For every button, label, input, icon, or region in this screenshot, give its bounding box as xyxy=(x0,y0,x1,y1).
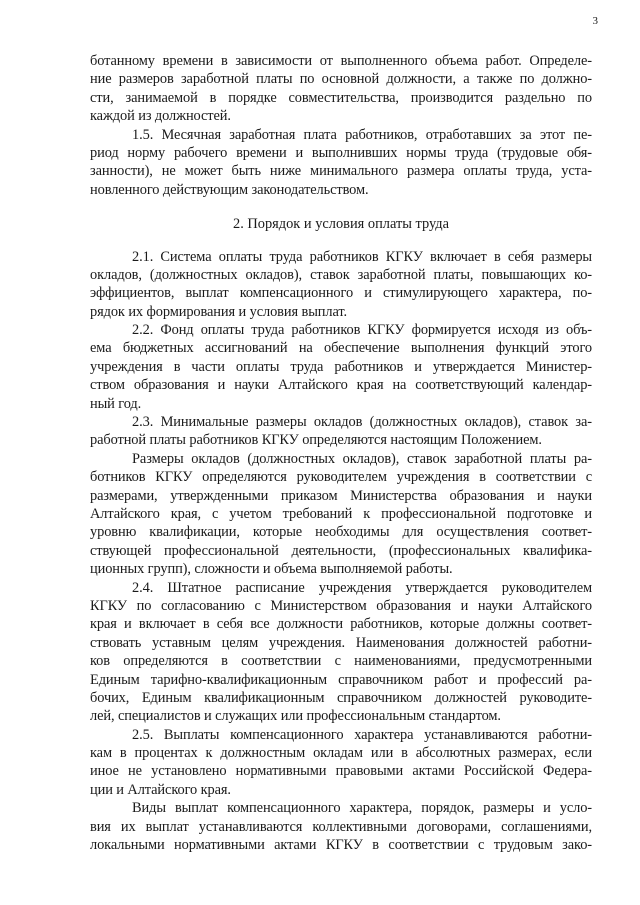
text-line: размерами, утвержденными приказом Министерства образования и науки xyxy=(90,487,592,504)
text-line: 2.1. Система оплаты труда работников КГКУ включает в себя размеры xyxy=(132,248,592,265)
text-line: учреждения в части оплаты труда работников и утверждается Министер- xyxy=(90,358,592,375)
paragraph-2-3-sizes xyxy=(90,450,592,579)
paragraph-2-5 xyxy=(90,726,592,800)
text-line: 2.2. Фонд оплаты труда работников КГКУ формируется исходя из объ- xyxy=(132,322,592,339)
text-line: Размеры окладов (должностных окладов), ставок заработной платы ра- xyxy=(132,450,592,467)
text-line: ботанному времени в зависимости от выполненного объема работ. Определе- xyxy=(90,53,592,69)
paragraph-2-4 xyxy=(90,579,592,726)
text-line: работной платы работников КГКУ определяются настоящим Положением. xyxy=(90,432,542,449)
text-line: вия их выплат устанавливаются коллективными договорами, соглашениями, xyxy=(90,818,592,835)
text-line: Виды выплат компенсационного характера, порядок, размеры и усло- xyxy=(132,800,592,817)
text-line: эффициентов, выплат компенсационного и стимулирующего характера, по- xyxy=(90,285,592,302)
text-line: 2.4. Штатное расписание учреждения утверждается руководителем xyxy=(132,579,592,596)
paragraph-2-2 xyxy=(90,321,592,413)
section-heading: 2. Порядок и условия оплаты труда xyxy=(233,216,449,233)
text-line: Алтайского края, с учетом требований к профессиональной подготовке и xyxy=(90,505,592,522)
text-line: 2.3. Минимальные размеры окладов (должностных окладов), ставок за- xyxy=(132,414,592,431)
text-line: кам в процентах к должностным окладам или в абсолютных размерах, если xyxy=(90,745,592,762)
text-line: каждой из должностей. xyxy=(90,108,231,125)
text-line: риод норму рабочего времени и выполнивших нормы труда (трудовые обя- xyxy=(90,144,592,161)
text-line: ботников КГКУ определяются руководителем учреждения в соответствии с xyxy=(90,469,592,486)
text-line: лей, специалистов и служащих или профессиональным стандартом. xyxy=(90,708,501,725)
paragraph-1-5 xyxy=(90,126,592,200)
paragraph-2-3 xyxy=(90,413,592,450)
text-line: Единым тарифно-квалификационным справочником работ и профессий ра- xyxy=(90,671,592,688)
text-line: ный год. xyxy=(90,395,142,412)
text-line: окладов, (должностных окладов), ставок заработной платы, повышающих ко- xyxy=(90,266,592,283)
text-line: края и включает в себя все должности работников, которые должны соответ- xyxy=(90,616,592,633)
text-line: 2.5. Выплаты компенсационного характера устанавливаются работни- xyxy=(132,726,592,743)
document-body xyxy=(90,52,592,854)
text-line: ствовать уставным целям учреждения. Наименования должностей работни- xyxy=(90,634,592,651)
paragraph-2-5-types xyxy=(90,799,592,854)
text-line: рядок их формирования и условия выплат. xyxy=(90,303,347,320)
spacer xyxy=(90,199,592,215)
text-line: занности), не может быть ниже минимального размера оплаты труда, уста- xyxy=(90,163,592,180)
text-line: иное не установлено нормативными правовыми актами Российской Федера- xyxy=(90,763,592,780)
text-line: ством образования и науки Алтайского края на соответствующий календар- xyxy=(90,377,592,394)
paragraph-intro xyxy=(90,52,592,126)
text-line: уровню квалификации, которые необходимы для осуществления соответ- xyxy=(90,524,592,541)
text-line: бочих, Единым квалификационным справочником должностей руководите- xyxy=(90,689,592,706)
text-line: ков определяются в соответствии с наименованиями, предусмотренными xyxy=(90,653,592,670)
paragraph-2-1 xyxy=(90,248,592,322)
spacer xyxy=(90,234,592,248)
text-line: ции и Алтайского края. xyxy=(90,781,231,798)
text-line: локальными нормативными актами КГКУ в соответствии с трудовым зако- xyxy=(90,837,592,854)
text-line: ема бюджетных ассигнований на обеспечение выполнения функций этого xyxy=(90,340,592,357)
text-line: ние размеров заработной платы по основной должности, а также по должно- xyxy=(90,71,592,88)
text-line: 1.5. Месячная заработная плата работников, отработавших за этот пе- xyxy=(132,126,592,143)
text-line: новленного действующим законодательством. xyxy=(90,181,369,198)
text-line: ционных групп), сложности и объема выполняемой работы. xyxy=(90,561,453,578)
text-line: ствующей профессиональной деятельности, (профессиональных квалифика- xyxy=(90,542,592,559)
text-line: КГКУ по согласованию с Министерством образования и науки Алтайского xyxy=(90,597,592,614)
page-number: 3 xyxy=(592,15,598,27)
text-line: сти, занимаемой в порядке совместительства, производится раздельно по xyxy=(90,89,592,106)
